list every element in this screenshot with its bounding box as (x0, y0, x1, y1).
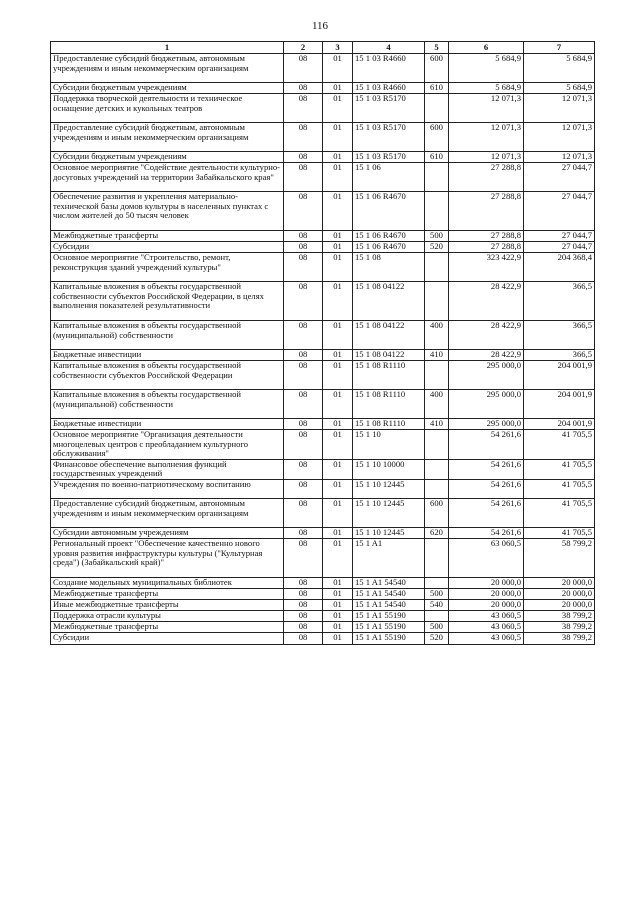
row-target-code: 15 1 06 R4670 (353, 242, 425, 253)
table-row (51, 361, 595, 390)
table-row (51, 152, 595, 163)
row-subsection: 01 (323, 577, 353, 588)
row-amount-plan: 54 261,6 (449, 527, 524, 538)
row-target-code: 15 1 03 R5170 (353, 152, 425, 163)
row-name: Субсидии (51, 242, 284, 253)
row-expense-type: 540 (425, 599, 449, 610)
row-expense-type: 610 (425, 152, 449, 163)
row-name: Капитальные вложения в объекты государственной (муниципальной) собственности (51, 321, 284, 350)
row-name: Учреждения по военно-патриотическому воспитанию (51, 479, 284, 498)
row-name: Межбюджетные трансферты (51, 231, 284, 242)
row-section: 08 (284, 321, 323, 350)
row-amount-fact: 12 071,3 (524, 94, 595, 123)
row-subsection: 01 (323, 538, 353, 577)
row-target-code: 15 1 03 R4660 (353, 83, 425, 94)
header-col-4: 4 (353, 42, 425, 54)
row-amount-fact: 41 705,5 (524, 498, 595, 527)
row-target-code: 15 1 A1 54540 (353, 577, 425, 588)
row-amount-fact: 366,5 (524, 282, 595, 321)
row-expense-type: 400 (425, 321, 449, 350)
row-expense-type (425, 479, 449, 498)
row-target-code: 15 1 08 04122 (353, 321, 425, 350)
row-subsection: 01 (323, 588, 353, 599)
row-subsection: 01 (323, 242, 353, 253)
row-section: 08 (284, 192, 323, 231)
row-section: 08 (284, 459, 323, 479)
row-name: Предоставление субсидий бюджетным, автономным учреждениям и иным некоммерческим организациям (51, 54, 284, 83)
row-name: Основное мероприятие "Строительство, ремонт, реконструкция зданий учреждений культуры" (51, 253, 284, 282)
row-amount-plan: 20 000,0 (449, 588, 524, 599)
row-section: 08 (284, 94, 323, 123)
row-expense-type (425, 610, 449, 621)
row-amount-fact: 366,5 (524, 321, 595, 350)
row-name: Межбюджетные трансферты (51, 621, 284, 632)
table-row (51, 527, 595, 538)
table-row (51, 350, 595, 361)
row-subsection: 01 (323, 83, 353, 94)
row-amount-plan: 54 261,6 (449, 430, 524, 460)
row-name: Межбюджетные трансферты (51, 588, 284, 599)
table-row (51, 54, 595, 83)
row-target-code: 15 1 03 R5170 (353, 123, 425, 152)
table-row (51, 123, 595, 152)
row-section: 08 (284, 498, 323, 527)
row-target-code: 15 1 10 12445 (353, 498, 425, 527)
row-subsection: 01 (323, 54, 353, 83)
row-name: Иные межбюджетные трансферты (51, 599, 284, 610)
row-subsection: 01 (323, 94, 353, 123)
row-name: Субсидии автономным учреждениям (51, 527, 284, 538)
row-amount-fact: 27 044,7 (524, 231, 595, 242)
row-amount-fact: 12 071,3 (524, 123, 595, 152)
table-row (51, 282, 595, 321)
row-amount-plan: 295 000,0 (449, 390, 524, 419)
table-row (51, 390, 595, 419)
row-expense-type (425, 94, 449, 123)
row-amount-fact: 5 684,9 (524, 54, 595, 83)
row-section: 08 (284, 632, 323, 644)
row-expense-type: 500 (425, 231, 449, 242)
row-name: Обеспечение развития и укрепления материально-технической базы домов культуры в населенных пунктах с числом жителей до 50 тысяч человек (51, 192, 284, 231)
header-col-6: 6 (449, 42, 524, 54)
row-subsection: 01 (323, 123, 353, 152)
row-section: 08 (284, 527, 323, 538)
row-section: 08 (284, 253, 323, 282)
table-row (51, 430, 595, 460)
row-amount-fact: 12 071,3 (524, 152, 595, 163)
row-section: 08 (284, 621, 323, 632)
row-expense-type (425, 192, 449, 231)
budget-table (50, 41, 595, 645)
row-name: Капитальные вложения в объекты государственной собственности субъектов Российской Федерации (51, 361, 284, 390)
header-col-7: 7 (524, 42, 595, 54)
row-target-code: 15 1 06 R4670 (353, 231, 425, 242)
row-amount-fact: 20 000,0 (524, 599, 595, 610)
row-section: 08 (284, 163, 323, 192)
table-row (51, 192, 595, 231)
table-header-row (51, 42, 595, 54)
row-name: Финансовое обеспечение выполнения функций государственных учреждений (51, 459, 284, 479)
row-target-code: 15 1 08 (353, 253, 425, 282)
row-section: 08 (284, 282, 323, 321)
row-amount-fact: 38 799,2 (524, 632, 595, 644)
row-subsection: 01 (323, 282, 353, 321)
page-number: 116 (311, 20, 329, 32)
row-expense-type: 410 (425, 419, 449, 430)
row-expense-type: 520 (425, 632, 449, 644)
table-row (51, 163, 595, 192)
row-name: Создание модельных муниципальных библиотек (51, 577, 284, 588)
row-amount-fact: 58 799,2 (524, 538, 595, 577)
row-amount-plan: 54 261,6 (449, 459, 524, 479)
row-target-code: 15 1 08 04122 (353, 350, 425, 361)
table-row (51, 577, 595, 588)
row-target-code: 15 1 A1 55190 (353, 610, 425, 621)
row-amount-plan: 43 060,5 (449, 610, 524, 621)
row-subsection: 01 (323, 459, 353, 479)
row-name: Субсидии бюджетным учреждениям (51, 83, 284, 94)
row-amount-fact: 204 368,4 (524, 253, 595, 282)
table-row (51, 321, 595, 350)
row-target-code: 15 1 03 R4660 (353, 54, 425, 83)
row-section: 08 (284, 419, 323, 430)
row-target-code: 15 1 08 R1110 (353, 361, 425, 390)
row-amount-plan: 27 288,8 (449, 242, 524, 253)
row-amount-plan: 43 060,5 (449, 621, 524, 632)
row-target-code: 15 1 A1 (353, 538, 425, 577)
row-name: Бюджетные инвестиции (51, 419, 284, 430)
row-section: 08 (284, 350, 323, 361)
row-amount-fact: 27 044,7 (524, 192, 595, 231)
row-name: Бюджетные инвестиции (51, 350, 284, 361)
row-expense-type (425, 459, 449, 479)
row-subsection: 01 (323, 163, 353, 192)
row-amount-fact: 204 001,9 (524, 361, 595, 390)
row-section: 08 (284, 588, 323, 599)
row-target-code: 15 1 06 (353, 163, 425, 192)
row-name: Предоставление субсидий бюджетным, автономным учреждениям и иным некоммерческим организациям (51, 498, 284, 527)
row-expense-type: 620 (425, 527, 449, 538)
row-target-code: 15 1 A1 54540 (353, 599, 425, 610)
table-row (51, 419, 595, 430)
header-col-1: 1 (51, 42, 284, 54)
table-row (51, 94, 595, 123)
row-expense-type (425, 361, 449, 390)
row-expense-type (425, 538, 449, 577)
table-body (51, 54, 595, 645)
row-expense-type: 600 (425, 123, 449, 152)
row-amount-plan: 5 684,9 (449, 83, 524, 94)
row-section: 08 (284, 538, 323, 577)
row-amount-fact: 20 000,0 (524, 577, 595, 588)
row-section: 08 (284, 54, 323, 83)
row-name: Поддержка творческой деятельности и техническое оснащение детских и кукольных театров (51, 94, 284, 123)
row-name: Субсидии (51, 632, 284, 644)
row-target-code: 15 1 10 (353, 430, 425, 460)
row-name: Субсидии бюджетным учреждениям (51, 152, 284, 163)
row-name: Основное мероприятие "Содействие деятельности культурно-досуговых учреждений на территории Забайкальского края" (51, 163, 284, 192)
row-subsection: 01 (323, 419, 353, 430)
row-section: 08 (284, 610, 323, 621)
row-amount-plan: 12 071,3 (449, 152, 524, 163)
row-amount-fact: 204 001,9 (524, 390, 595, 419)
row-expense-type (425, 430, 449, 460)
table-row (51, 632, 595, 644)
row-section: 08 (284, 577, 323, 588)
row-amount-fact: 366,5 (524, 350, 595, 361)
row-subsection: 01 (323, 479, 353, 498)
row-amount-plan: 12 071,3 (449, 94, 524, 123)
table-row (51, 588, 595, 599)
row-target-code: 15 1 06 R4670 (353, 192, 425, 231)
row-section: 08 (284, 83, 323, 94)
row-target-code: 15 1 10 12445 (353, 527, 425, 538)
row-amount-plan: 28 422,9 (449, 350, 524, 361)
row-subsection: 01 (323, 253, 353, 282)
row-subsection: 01 (323, 361, 353, 390)
row-section: 08 (284, 242, 323, 253)
row-amount-fact: 5 684,9 (524, 83, 595, 94)
row-section: 08 (284, 599, 323, 610)
row-expense-type (425, 282, 449, 321)
row-amount-plan: 54 261,6 (449, 498, 524, 527)
row-amount-plan: 43 060,5 (449, 632, 524, 644)
row-amount-plan: 27 288,8 (449, 192, 524, 231)
table-row (51, 231, 595, 242)
row-amount-fact: 41 705,5 (524, 430, 595, 460)
row-expense-type: 610 (425, 83, 449, 94)
row-expense-type (425, 253, 449, 282)
row-subsection: 01 (323, 632, 353, 644)
row-amount-fact: 41 705,5 (524, 527, 595, 538)
row-subsection: 01 (323, 498, 353, 527)
row-target-code: 15 1 08 R1110 (353, 419, 425, 430)
row-amount-plan: 295 000,0 (449, 419, 524, 430)
table-row (51, 242, 595, 253)
row-amount-plan: 323 422,9 (449, 253, 524, 282)
table-row (51, 253, 595, 282)
table-row (51, 459, 595, 479)
table-row (51, 479, 595, 498)
row-target-code: 15 1 10 10000 (353, 459, 425, 479)
row-target-code: 15 1 08 R1110 (353, 390, 425, 419)
row-amount-plan: 295 000,0 (449, 361, 524, 390)
row-amount-plan: 27 288,8 (449, 231, 524, 242)
row-expense-type (425, 577, 449, 588)
row-subsection: 01 (323, 610, 353, 621)
row-amount-fact: 204 001,9 (524, 419, 595, 430)
row-subsection: 01 (323, 350, 353, 361)
table-row (51, 498, 595, 527)
row-target-code: 15 1 A1 55190 (353, 632, 425, 644)
header-col-3: 3 (323, 42, 353, 54)
row-section: 08 (284, 231, 323, 242)
row-subsection: 01 (323, 192, 353, 231)
row-name: Капитальные вложения в объекты государственной собственности субъектов Российской Федерации, в целях выполнения показателей результативности (51, 282, 284, 321)
row-expense-type (425, 163, 449, 192)
row-name: Основное мероприятие "Организация деятельности многоцелевых центров с преобладанием культурного обслуживания" (51, 430, 284, 460)
table-row (51, 599, 595, 610)
row-section: 08 (284, 479, 323, 498)
row-amount-plan: 20 000,0 (449, 577, 524, 588)
row-target-code: 15 1 03 R5170 (353, 94, 425, 123)
row-expense-type: 500 (425, 588, 449, 599)
header-col-5: 5 (425, 42, 449, 54)
row-section: 08 (284, 361, 323, 390)
row-name: Поддержка отрасли культуры (51, 610, 284, 621)
row-section: 08 (284, 123, 323, 152)
row-amount-fact: 41 705,5 (524, 479, 595, 498)
row-amount-fact: 38 799,2 (524, 621, 595, 632)
row-name: Капитальные вложения в объекты государственной (муниципальной) собственности (51, 390, 284, 419)
row-expense-type: 520 (425, 242, 449, 253)
row-subsection: 01 (323, 321, 353, 350)
row-amount-plan: 5 684,9 (449, 54, 524, 83)
row-amount-plan: 12 071,3 (449, 123, 524, 152)
row-section: 08 (284, 152, 323, 163)
row-subsection: 01 (323, 390, 353, 419)
row-subsection: 01 (323, 231, 353, 242)
row-amount-plan: 28 422,9 (449, 321, 524, 350)
row-amount-fact: 41 705,5 (524, 459, 595, 479)
row-subsection: 01 (323, 152, 353, 163)
row-expense-type: 600 (425, 498, 449, 527)
row-amount-plan: 28 422,9 (449, 282, 524, 321)
row-amount-plan: 20 000,0 (449, 599, 524, 610)
row-amount-fact: 27 044,7 (524, 163, 595, 192)
row-target-code: 15 1 10 12445 (353, 479, 425, 498)
row-expense-type: 600 (425, 54, 449, 83)
row-subsection: 01 (323, 527, 353, 538)
header-col-2: 2 (284, 42, 323, 54)
table-row (51, 538, 595, 577)
row-name: Региональный проект "Обеспечение качественно нового уровня развития инфраструктуры культуры ("Культурная среда") (Забайкальский край)" (51, 538, 284, 577)
row-subsection: 01 (323, 621, 353, 632)
row-expense-type: 410 (425, 350, 449, 361)
row-amount-plan: 54 261,6 (449, 479, 524, 498)
row-amount-plan: 63 060,5 (449, 538, 524, 577)
row-target-code: 15 1 A1 55190 (353, 621, 425, 632)
table-row (51, 621, 595, 632)
row-section: 08 (284, 430, 323, 460)
row-subsection: 01 (323, 430, 353, 460)
table-row (51, 610, 595, 621)
row-target-code: 15 1 08 04122 (353, 282, 425, 321)
row-subsection: 01 (323, 599, 353, 610)
row-expense-type: 500 (425, 621, 449, 632)
row-expense-type: 400 (425, 390, 449, 419)
table-row (51, 83, 595, 94)
row-amount-fact: 20 000,0 (524, 588, 595, 599)
row-section: 08 (284, 390, 323, 419)
row-amount-fact: 27 044,7 (524, 242, 595, 253)
row-amount-fact: 38 799,2 (524, 610, 595, 621)
row-target-code: 15 1 A1 54540 (353, 588, 425, 599)
row-name: Предоставление субсидий бюджетным, автономным учреждениям и иным некоммерческим организациям (51, 123, 284, 152)
row-amount-plan: 27 288,8 (449, 163, 524, 192)
